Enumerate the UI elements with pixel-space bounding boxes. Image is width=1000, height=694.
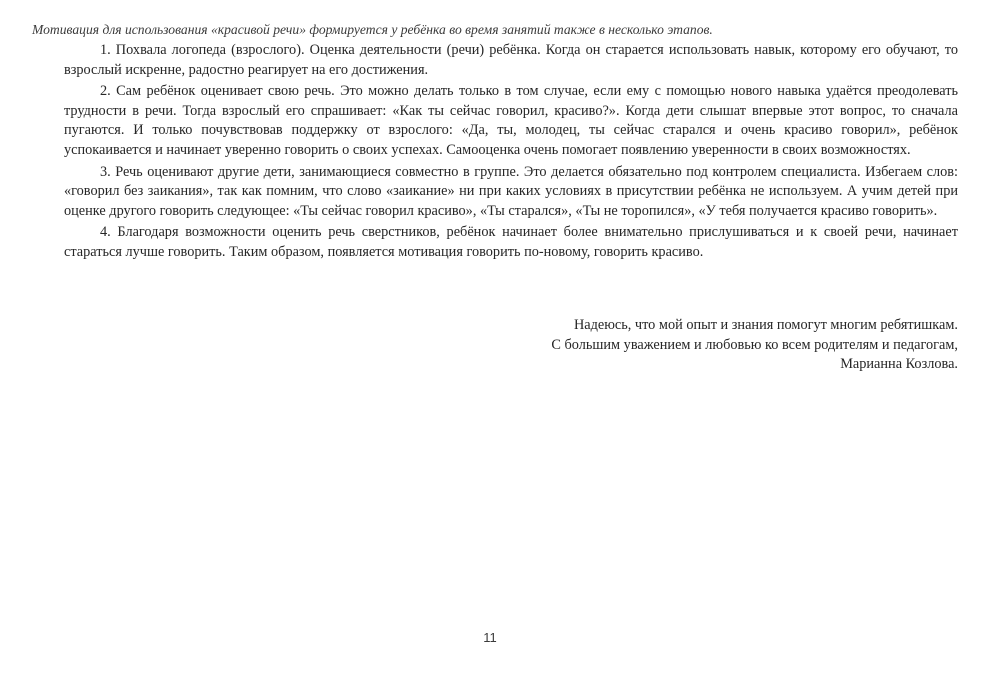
paragraph-2: 2. Сам ребёнок оценивает свою речь. Это можно делать только в том случае, если ему с помощью нового навыка удаётся преодолевать трудности в речи. Тогда взрослый его спрашивает: «Как ты сейчас говорил, красиво?». Когда дети слышат впервые этот вопрос, то сначала пугаются. И только почувствовав поддержку от взрослого: «Да, ты, молодец, ты сейчас старался и очень красиво говорил», ребёнок успокаивается и начинает уверенно говорить о своих успехах. Самооценка очень помогает появлению уверенности в своих возможностях.	[64, 83, 958, 158]
page-number: 11	[483, 630, 497, 645]
intro-line: Мотивация для использования «красивой речи» формируется у ребёнка во время занятий также в несколько этапов.	[32, 22, 713, 37]
main-text	[64, 41, 958, 265]
paragraph-3: 3. Речь оценивают другие дети, занимающиеся совместно в группе. Это делается обязательно под контролем специалиста. Избегаем слов: «говорил без заикания», так как помним, что слово «заикание» ни при каких условиях в присутствии ребёнка не используем. А учим детей при оценке другого говорить следующее: «Ты сейчас говорил красиво», «Ты старался», «Ты не торопился», «У тебя получается красиво говорить».	[64, 163, 958, 219]
closing-line-2: С большим уважением и любовью ко всем родителям и педагогам,	[551, 336, 958, 353]
paragraph-1: 1. Похвала логопеда (взрослого). Оценка деятельности (речи) ребёнка. Когда он старается использовать навык, которому его обучают, то взрослый искренне, радостно реагирует на его достижения.	[64, 42, 958, 78]
paragraph-4: 4. Благодаря возможности оценить речь сверстников, ребёнок начинает более внимательно прислушиваться и к своей речи, начинает стараться лучше говорить. Таким образом, появляется мотивация говорить по-новому, говорить красиво.	[64, 224, 958, 260]
author-signature: Марианна Козлова.	[840, 356, 958, 373]
closing-line-1: Надеюсь, что мой опыт и знания помогут многим ребятишкам.	[573, 317, 958, 333]
closing-block	[438, 316, 958, 375]
